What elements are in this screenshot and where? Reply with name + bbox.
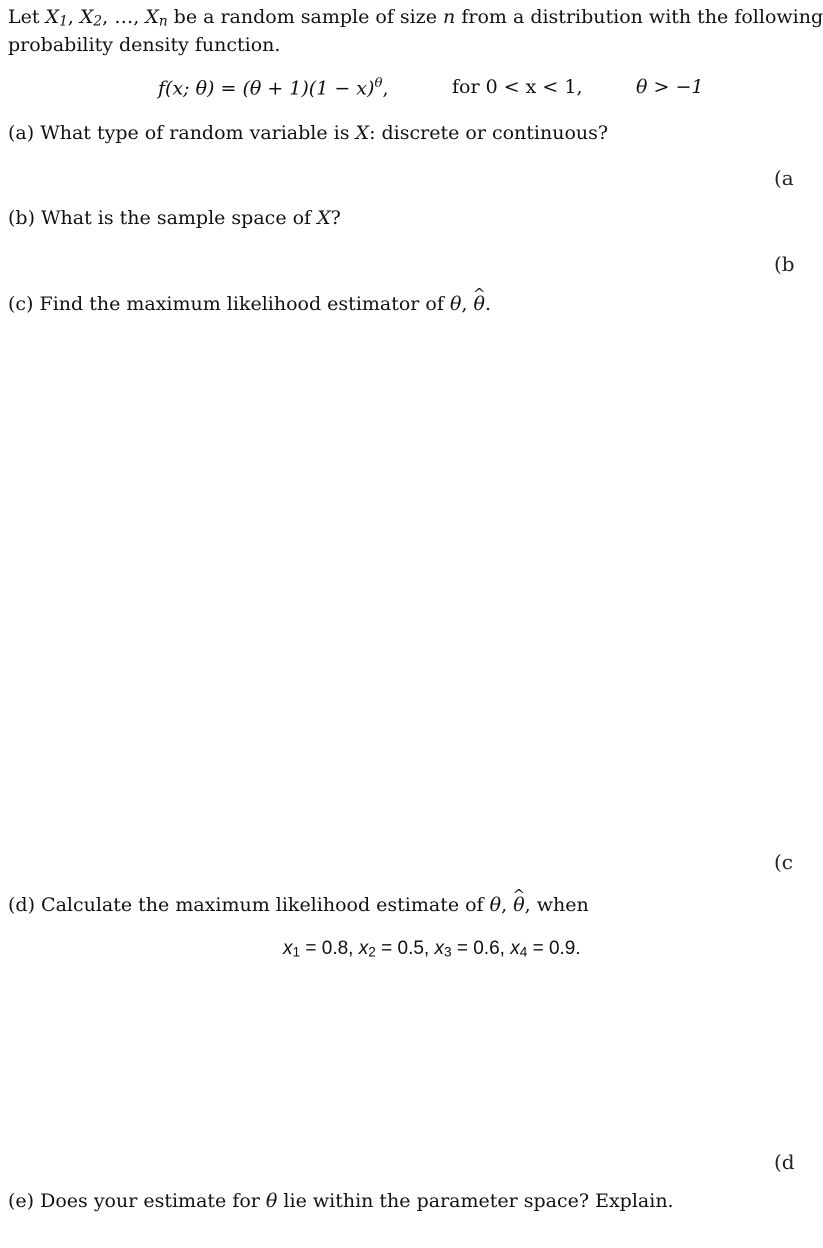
question-d-end: , when xyxy=(524,894,589,916)
intro-line-2: probability density function. xyxy=(8,34,281,56)
formula-domain: for 0 < x < 1, xyxy=(452,76,583,98)
margin-mark-c: (c xyxy=(774,850,794,874)
question-c-theta-hat: ^ θ xyxy=(474,293,485,315)
question-c-text: (c) Find the maximum likelihood estimator of xyxy=(8,293,450,315)
intro-line-1: Let $X_1$, $X_2$, …, $X_n$ be a random sample of size n from a distribution with the following xyxy=(8,6,823,30)
question-d: (d) Calculate the maximum likelihood estimate of θ, ^ θ, when xyxy=(8,894,589,916)
intro-sample-size: be a random sample of size xyxy=(167,6,444,28)
data-values-line: $x_1 = 0.8$, $x_2 = 0.5$, $x_3 = 0.6$, $x_4 = 0.9$. xyxy=(283,938,581,960)
question-e-text: (e) Does your estimate for xyxy=(8,1190,266,1212)
var-x1: $X_1$ xyxy=(45,6,68,30)
intro-let: Let xyxy=(8,6,46,28)
question-b-text: (b) What is the sample space of xyxy=(8,207,318,229)
margin-mark-d: (d xyxy=(774,1150,795,1174)
margin-mark-a: (a xyxy=(774,166,794,190)
formula-exponent: θ xyxy=(374,76,383,91)
question-a-end: : discrete or continuous? xyxy=(369,122,609,144)
question-d-theta-hat: ^ θ xyxy=(513,894,524,916)
question-d-text: (d) Calculate the maximum likelihood estimate of xyxy=(8,894,490,916)
pdf-formula xyxy=(158,76,389,99)
question-c: (c) Find the maximum likelihood estimator of θ, ^ θ. xyxy=(8,293,491,315)
question-e-theta: θ xyxy=(265,1190,278,1212)
question-b-end: ? xyxy=(330,207,341,229)
margin-mark-b: (b xyxy=(774,252,795,276)
question-a-var: X xyxy=(355,122,370,144)
question-a-text: (a) What type of random variable is xyxy=(8,122,356,144)
var-xn: $X_n$ xyxy=(145,6,168,30)
question-c-end: . xyxy=(484,293,491,315)
var-x2: $X_2$ xyxy=(79,6,103,30)
formula-comma: , xyxy=(382,77,389,100)
question-b-var: X xyxy=(317,207,331,229)
formula-condition: θ > −1 xyxy=(636,76,704,98)
question-d-theta: θ xyxy=(489,894,502,916)
question-e-end: lie within the parameter space? Explain. xyxy=(277,1190,674,1212)
question-e xyxy=(8,1190,674,1212)
intro-n: n xyxy=(443,6,456,28)
question-b xyxy=(8,207,341,229)
intro-distribution: from a distribution with the following xyxy=(455,6,823,28)
formula-lhs: f(x; θ) = (θ + 1)(1 − x) xyxy=(158,77,375,100)
question-a xyxy=(8,122,608,144)
question-c-theta: θ xyxy=(449,293,462,315)
